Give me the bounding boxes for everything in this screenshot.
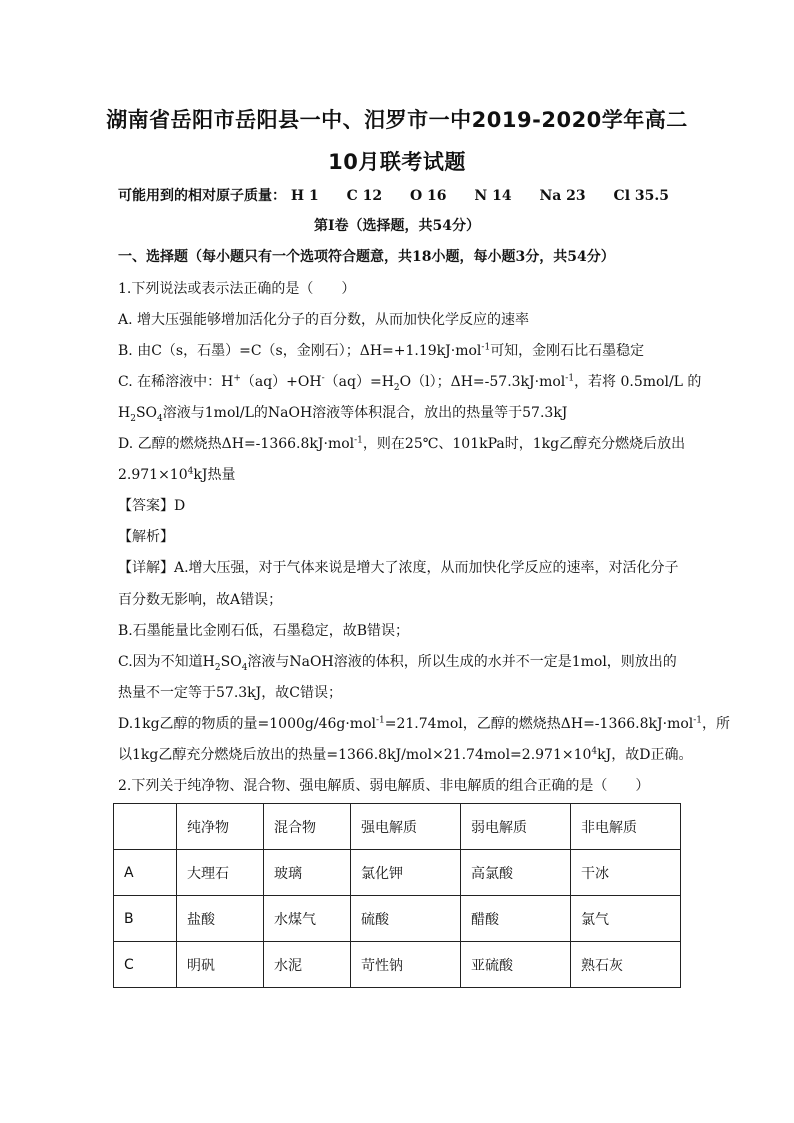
- table-header-cell: 非电解质: [570, 804, 680, 850]
- table-header-cell: 混合物: [264, 804, 351, 850]
- sup: -1: [354, 435, 363, 446]
- text: O（l）；ΔH=-57.3kJ·mol: [399, 374, 566, 390]
- text: ，若将 0.5mol/L 的: [574, 374, 702, 390]
- question-2-table: [113, 803, 681, 988]
- text: C.因为不知道H: [118, 654, 215, 670]
- question-1-option-d-line2: [118, 465, 235, 485]
- sub: 2: [214, 662, 221, 673]
- text: 2.971×10: [118, 467, 188, 483]
- question-1-option-b: [118, 341, 644, 361]
- table-cell: 醋酸: [460, 896, 570, 942]
- sub: 4: [241, 662, 248, 673]
- table-cell: 高氯酸: [460, 850, 570, 896]
- table-cell: B: [114, 896, 177, 942]
- detail-c-line1: [118, 652, 677, 672]
- table-cell: 干冰: [570, 850, 680, 896]
- table-row: [114, 850, 681, 896]
- sub: 4: [157, 413, 163, 424]
- table-cell: 氯化钾: [351, 850, 461, 896]
- answer: 【答案】D: [118, 498, 186, 514]
- document-title-line2: 10月联考试题: [328, 150, 466, 174]
- question-1-option-c-line2: [118, 403, 567, 423]
- text: 以1kg乙醇充分燃烧后放出的热量=1366.8kJ/mol×21.74mol=2.971×10: [118, 747, 592, 763]
- detail-c-line2: 热量不一定等于57.3kJ，故C错误；: [118, 685, 342, 701]
- question-1-option-c-line1: [118, 372, 701, 392]
- table-header-cell: 纯净物: [177, 804, 264, 850]
- table-header-cell: [114, 804, 177, 850]
- detail-d-line2: [118, 745, 692, 765]
- question-1-stem: 1.下列说法或表示法正确的是（ ）: [118, 281, 356, 297]
- text: D.1kg乙醇的物质的量=1000g/46g·mol: [118, 716, 376, 732]
- sup: 4: [591, 746, 598, 757]
- sup: -1: [693, 715, 703, 726]
- text: ，所: [702, 716, 731, 732]
- option-b-sup: -1: [481, 342, 491, 353]
- sup: -1: [375, 715, 385, 726]
- section-heading: 一、选择题（每小题只有一个选项符合题意，共18小题，每小题3分，共54分）: [118, 249, 615, 265]
- option-b-text-end: 可知，金刚石比石墨稳定: [490, 343, 645, 359]
- detail-line-1: 【详解】A.增大压强，对于气体来说是增大了浓度，从而加快化学反应的速率，对活化分子: [118, 560, 679, 576]
- document-title-line1: 湖南省岳阳市岳阳县一中、汨罗市一中2019-2020学年高二: [106, 108, 688, 132]
- table-cell: 水泥: [264, 942, 351, 988]
- atomic-mass-item: Cl 35.5: [613, 188, 669, 204]
- sup: +: [233, 373, 241, 384]
- sup: -: [321, 373, 325, 384]
- question-1-option-a: A. 增大压强能够增加活化分子的百分数，从而加快化学反应的速率: [118, 312, 530, 328]
- atomic-mass-item: N 14: [474, 188, 512, 204]
- table-cell: 熟石灰: [570, 942, 680, 988]
- atomic-mass-item: O 16: [409, 188, 447, 204]
- text: SO: [220, 654, 242, 670]
- text: kJ热量: [193, 467, 236, 483]
- table-cell: 玻璃: [264, 850, 351, 896]
- table-cell: A: [114, 850, 177, 896]
- atomic-mass-item: Na 23: [539, 188, 586, 204]
- atomic-mass-line: [118, 186, 692, 206]
- atomic-mass-item: C 12: [346, 188, 383, 204]
- text: 溶液与1mol/L的NaOH溶液等体积混合，放出的热量等于57.3kJ: [162, 405, 568, 421]
- table-cell: 大理石: [177, 850, 264, 896]
- option-b-text: B. 由C（s，石墨）=C（s，金刚石）；ΔH=+1.19kJ·mol: [118, 343, 482, 359]
- text: SO: [135, 405, 158, 421]
- volume-title: 第Ⅰ卷（选择题，共54分）: [313, 218, 481, 234]
- sup: 4: [187, 466, 194, 477]
- table-header-cell: 强电解质: [351, 804, 461, 850]
- analysis-label: 【解析】: [118, 529, 174, 545]
- text: =21.74mol，乙醇的燃烧热ΔH=-1366.8kJ·mol: [384, 716, 694, 732]
- text: H: [118, 405, 131, 421]
- sup: -1: [565, 373, 575, 384]
- table-cell: C: [114, 942, 177, 988]
- table-cell: 苛性钠: [351, 942, 461, 988]
- detail-line-2: 百分数无影响，故A错误；: [118, 592, 283, 608]
- text: D. 乙醇的燃烧热ΔH=-1366.8kJ·mol: [118, 436, 355, 452]
- text: C. 在稀溶液中：H: [118, 374, 234, 390]
- table-row: [114, 942, 681, 988]
- table-header-row: [114, 804, 681, 850]
- sub: 2: [393, 382, 400, 393]
- table-cell: 水煤气: [264, 896, 351, 942]
- table-cell: 明矾: [177, 942, 264, 988]
- table-cell: 亚硫酸: [460, 942, 570, 988]
- atomic-mass-item: H 1: [290, 188, 319, 204]
- text: kJ，故D正确。: [597, 747, 693, 763]
- text: （aq）=H: [324, 374, 394, 390]
- sub: 2: [130, 413, 136, 424]
- detail-b: B.石墨能量比金刚石低，石墨稳定，故B错误；: [118, 623, 410, 639]
- question-1-option-d-line1: [118, 434, 685, 454]
- text: ，则在25℃、101kPa时，1kg乙醇充分燃烧后放出: [362, 436, 686, 452]
- table-cell: 硫酸: [351, 896, 461, 942]
- table-row: [114, 896, 681, 942]
- text: 溶液与NaOH溶液的体积，所以生成的水并不一定是1mol，则放出的: [247, 654, 677, 670]
- detail-d-line1: [118, 714, 730, 734]
- atomic-mass-label: 可能用到的相对原子质量：: [118, 188, 286, 204]
- table-header-cell: 弱电解质: [460, 804, 570, 850]
- table-cell: 氯气: [570, 896, 680, 942]
- question-2-stem: 2.下列关于纯净物、混合物、强电解质、弱电解质、非电解质的组合正确的是（ ）: [118, 778, 650, 794]
- text: （aq）+OH: [240, 374, 322, 390]
- table-cell: 盐酸: [177, 896, 264, 942]
